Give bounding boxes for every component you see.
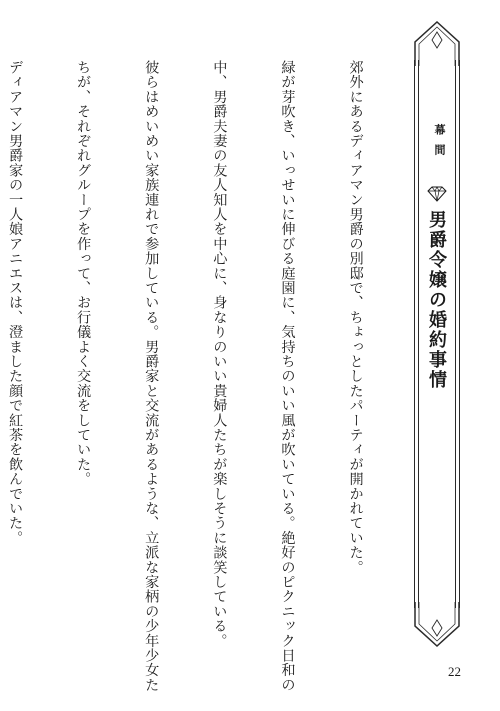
interlude-label: 幕間 bbox=[433, 124, 446, 164]
chapter-heading-frame bbox=[414, 60, 460, 608]
chapter-title: 男爵令嬢の婚約事情 bbox=[426, 210, 447, 390]
text-line: 緑が芽吹き、いっせいに伸びる庭園に、気持ちのいい風が吹いている。絶好のピクニック日和の bbox=[279, 60, 296, 693]
ornament-bottom-icon bbox=[411, 602, 463, 648]
text-line: ちが、それぞれグループを作って、お行儀よく交流をしていた。 bbox=[75, 60, 92, 487]
text-line: 彼らはめいめい家族連れで参加している。男爵家と交流があるような、立派な家柄の少年少女た bbox=[143, 60, 160, 693]
text-line: 郊外にあるディアマン男爵の別邸で、ちょっとしたパーティが開かれていた。 bbox=[347, 60, 364, 575]
ornament-top-icon bbox=[411, 20, 463, 66]
diamond-icon bbox=[427, 186, 447, 202]
body-text bbox=[7, 60, 412, 693]
page-number: 22 bbox=[448, 664, 461, 679]
text-line: 中、男爵夫妻の友人知人を中心に、身なりのいい貴婦人たちが楽しそうに談笑している。 bbox=[211, 60, 228, 648]
text-line: ディアマン男爵家の一人娘アニエスは、澄ました顔で紅茶を飲んでいた。 bbox=[7, 60, 24, 546]
